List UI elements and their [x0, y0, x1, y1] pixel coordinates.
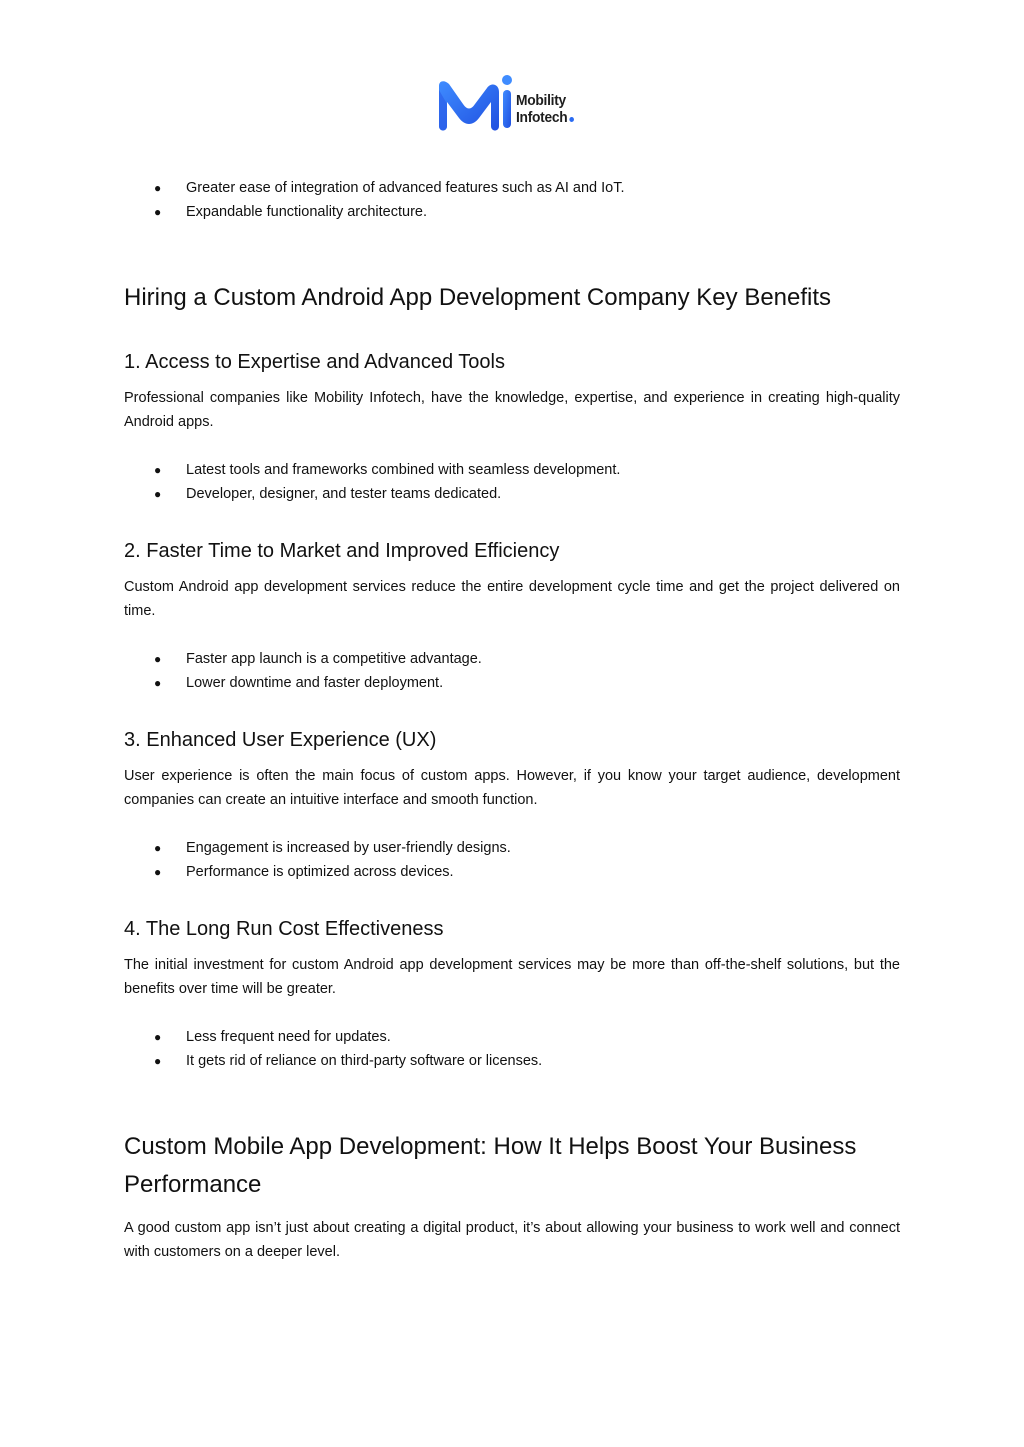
bullet-icon: ●	[154, 1030, 162, 1044]
subsection-heading-1: 1. Access to Expertise and Advanced Tools	[124, 351, 505, 373]
subsection-bullet-list-1	[154, 458, 620, 506]
subsection-paragraph-3: User experience is often the main focus of custom apps. However, if you know your target audience, development companies can create an intuitive interface and smooth function.	[124, 768, 900, 808]
company-logo	[433, 70, 603, 136]
section-heading-benefits: Hiring a Custom Android App Development Company Key Benefits	[124, 284, 832, 311]
subsection-bullet-list-3	[154, 836, 511, 884]
bullet-icon: ●	[154, 652, 162, 666]
list-item: ● Performance is optimized across devices.	[154, 860, 511, 884]
section-heading-custom-mobile: Custom Mobile App Development: How It Helps Boost Your Business Performance	[124, 1133, 857, 1198]
section-paragraph-custom-mobile: A good custom app isn’t just about creating a digital product, it’s about allowing your business to work well and connect with customers on a deeper level.	[124, 1220, 900, 1260]
bullet-icon: ●	[154, 181, 162, 195]
logo-mark-icon	[433, 70, 513, 136]
bullet-icon: ●	[154, 841, 162, 855]
list-item: ● Expandable functionality architecture.	[154, 200, 625, 224]
bullet-icon: ●	[154, 205, 162, 219]
list-item: ● Developer, designer, and tester teams dedicated.	[154, 482, 620, 506]
subsection-heading-2: 2. Faster Time to Market and Improved Efficiency	[124, 540, 560, 562]
list-item: ● Latest tools and frameworks combined with seamless development.	[154, 458, 620, 482]
list-item: ● It gets rid of reliance on third-party software or licenses.	[154, 1049, 542, 1073]
intro-bullet-list	[154, 176, 625, 224]
logo-dot	[569, 117, 574, 122]
bullet-icon: ●	[154, 463, 162, 477]
list-item: ● Lower downtime and faster deployment.	[154, 671, 482, 695]
list-item: ● Engagement is increased by user-friendly designs.	[154, 836, 511, 860]
subsection-bullet-list-2	[154, 647, 482, 695]
subsection-paragraph-4: The initial investment for custom Android app development services may be more than off-the-shelf solutions, but the benefits over time will be greater.	[124, 957, 900, 997]
subsection-paragraph-2: Custom Android app development services reduce the entire development cycle time and get the project delivered on time.	[124, 579, 900, 619]
bullet-icon: ●	[154, 865, 162, 879]
bullet-icon: ●	[154, 1054, 162, 1068]
bullet-icon: ●	[154, 676, 162, 690]
list-item: ● Greater ease of integration of advanced features such as AI and IoT.	[154, 176, 625, 200]
subsection-bullet-list-4	[154, 1025, 542, 1073]
list-item: ● Less frequent need for updates.	[154, 1025, 542, 1049]
subsection-heading-3: 3. Enhanced User Experience (UX)	[124, 729, 437, 751]
bullet-icon: ●	[154, 487, 162, 501]
logo-text-line1: Mobility	[516, 92, 566, 109]
logo-text-line2: Infotech	[516, 109, 568, 126]
subsection-paragraph-1: Professional companies like Mobility Infotech, have the knowledge, expertise, and experience in creating high-quality Android apps.	[124, 390, 900, 430]
subsection-heading-4: 4. The Long Run Cost Effectiveness	[124, 918, 444, 940]
list-item: ● Faster app launch is a competitive advantage.	[154, 647, 482, 671]
